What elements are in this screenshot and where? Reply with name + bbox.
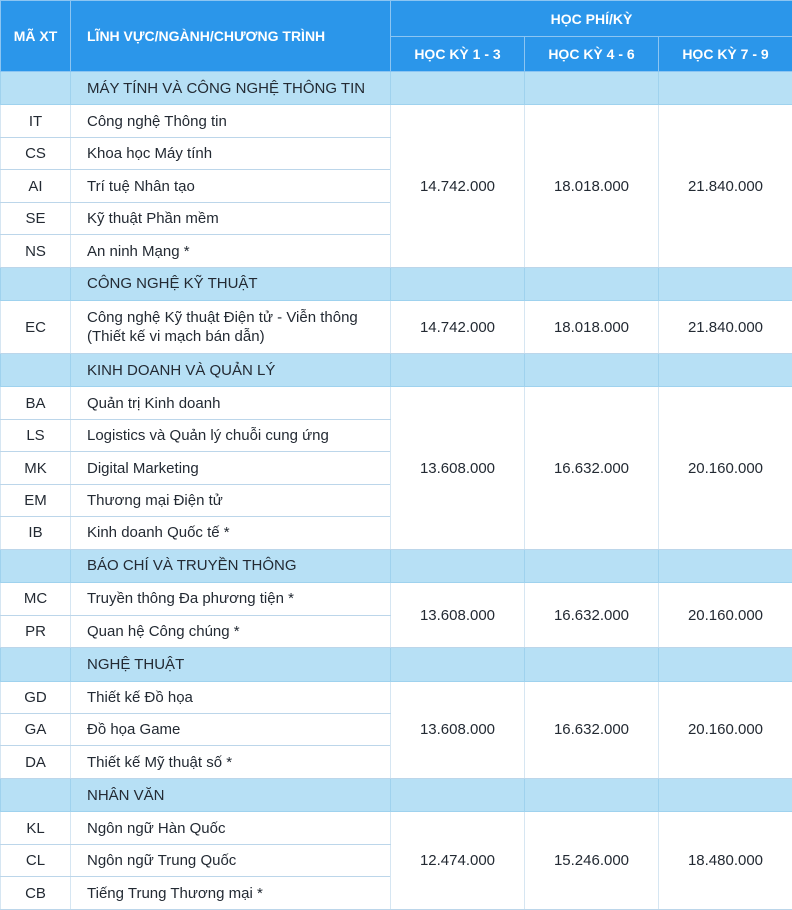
fee-term-1-3: 12.474.000 bbox=[391, 812, 525, 910]
program-name: Thiết kế Mỹ thuật số * bbox=[71, 746, 391, 778]
section-spacer bbox=[525, 72, 659, 105]
header-fee-group: HỌC PHÍ/KỲ bbox=[391, 1, 792, 37]
program-code: KL bbox=[1, 812, 71, 844]
fee-term-7-9: 21.840.000 bbox=[659, 301, 792, 354]
section-spacer bbox=[525, 778, 659, 811]
program-code: AI bbox=[1, 170, 71, 202]
fee-term-4-6: 18.018.000 bbox=[525, 105, 659, 267]
fee-term-4-6: 16.632.000 bbox=[525, 387, 659, 549]
fee-term-1-3: 14.742.000 bbox=[391, 301, 525, 354]
fee-term-7-9: 21.840.000 bbox=[659, 105, 792, 267]
program-name: Truyền thông Đa phương tiện * bbox=[71, 583, 391, 615]
fee-term-7-9: 20.160.000 bbox=[659, 681, 792, 778]
table-row bbox=[1, 583, 792, 615]
program-name: Digital Marketing bbox=[71, 452, 391, 484]
program-name: Quan hệ Công chúng * bbox=[71, 615, 391, 647]
fee-term-7-9: 20.160.000 bbox=[659, 583, 792, 648]
section-row bbox=[1, 267, 792, 300]
program-name: Thiết kế Đồ họa bbox=[71, 681, 391, 713]
program-code: MC bbox=[1, 583, 71, 615]
program-name: Quản trị Kinh doanh bbox=[71, 387, 391, 419]
program-name: Kỹ thuật Phần mềm bbox=[71, 202, 391, 234]
program-name: Thương mại Điện tử bbox=[71, 484, 391, 516]
table-body bbox=[1, 72, 792, 910]
program-code: EM bbox=[1, 484, 71, 516]
program-name: Kinh doanh Quốc tế * bbox=[71, 517, 391, 549]
header-program: LĨNH VỰC/NGÀNH/CHƯƠNG TRÌNH bbox=[71, 1, 391, 72]
header-term-7-9: HỌC KỲ 7 - 9 bbox=[659, 37, 792, 72]
section-spacer bbox=[659, 267, 792, 300]
section-spacer bbox=[525, 648, 659, 681]
program-code: DA bbox=[1, 746, 71, 778]
table-row bbox=[1, 105, 792, 137]
section-spacer bbox=[659, 353, 792, 386]
fee-term-1-3: 13.608.000 bbox=[391, 583, 525, 648]
program-code: GA bbox=[1, 713, 71, 745]
header-code: MÃ XT bbox=[1, 1, 71, 72]
program-code: GD bbox=[1, 681, 71, 713]
fee-term-4-6: 16.632.000 bbox=[525, 681, 659, 778]
program-code: SE bbox=[1, 202, 71, 234]
section-row bbox=[1, 353, 792, 386]
program-name: An ninh Mạng * bbox=[71, 235, 391, 267]
section-spacer bbox=[659, 778, 792, 811]
program-name: Khoa học Máy tính bbox=[71, 137, 391, 169]
fee-term-1-3: 13.608.000 bbox=[391, 387, 525, 549]
section-spacer bbox=[391, 267, 525, 300]
section-row bbox=[1, 648, 792, 681]
section-spacer bbox=[659, 549, 792, 582]
program-name: Tiếng Trung Thương mại * bbox=[71, 877, 391, 910]
program-name: Logistics và Quản lý chuỗi cung ứng bbox=[71, 419, 391, 451]
section-spacer bbox=[659, 72, 792, 105]
program-code: IT bbox=[1, 105, 71, 137]
section-title: NGHỆ THUẬT bbox=[71, 648, 391, 681]
section-title: CÔNG NGHỆ KỸ THUẬT bbox=[71, 267, 391, 300]
section-spacer bbox=[391, 353, 525, 386]
table-row bbox=[1, 681, 792, 713]
program-code: PR bbox=[1, 615, 71, 647]
fee-term-7-9: 20.160.000 bbox=[659, 387, 792, 549]
program-code: EC bbox=[1, 301, 71, 354]
section-spacer bbox=[1, 353, 71, 386]
program-code: CL bbox=[1, 844, 71, 876]
section-spacer bbox=[391, 778, 525, 811]
header-term-4-6: HỌC KỲ 4 - 6 bbox=[525, 37, 659, 72]
fee-term-1-3: 13.608.000 bbox=[391, 681, 525, 778]
table-header bbox=[1, 1, 792, 72]
program-name: Công nghệ Thông tin bbox=[71, 105, 391, 137]
program-code: MK bbox=[1, 452, 71, 484]
section-spacer bbox=[1, 549, 71, 582]
program-code: BA bbox=[1, 387, 71, 419]
program-name: Ngôn ngữ Hàn Quốc bbox=[71, 812, 391, 844]
program-code: CS bbox=[1, 137, 71, 169]
table-row bbox=[1, 387, 792, 419]
program-code: NS bbox=[1, 235, 71, 267]
section-spacer bbox=[1, 72, 71, 105]
section-title: BÁO CHÍ VÀ TRUYỀN THÔNG bbox=[71, 549, 391, 582]
program-code: CB bbox=[1, 877, 71, 910]
section-spacer bbox=[1, 778, 71, 811]
fee-term-1-3: 14.742.000 bbox=[391, 105, 525, 267]
section-spacer bbox=[525, 353, 659, 386]
section-title: KINH DOANH VÀ QUẢN LÝ bbox=[71, 353, 391, 386]
fee-term-4-6: 16.632.000 bbox=[525, 583, 659, 648]
section-row bbox=[1, 549, 792, 582]
section-title: MÁY TÍNH VÀ CÔNG NGHỆ THÔNG TIN bbox=[71, 72, 391, 105]
program-name: Ngôn ngữ Trung Quốc bbox=[71, 844, 391, 876]
program-code: IB bbox=[1, 517, 71, 549]
table-row bbox=[1, 812, 792, 844]
section-spacer bbox=[659, 648, 792, 681]
section-spacer bbox=[391, 648, 525, 681]
section-spacer bbox=[1, 648, 71, 681]
section-spacer bbox=[525, 267, 659, 300]
section-spacer bbox=[525, 549, 659, 582]
fee-term-4-6: 15.246.000 bbox=[525, 812, 659, 910]
header-term-1-3: HỌC KỲ 1 - 3 bbox=[391, 37, 525, 72]
program-name: Đồ họa Game bbox=[71, 713, 391, 745]
program-name: Trí tuệ Nhân tạo bbox=[71, 170, 391, 202]
table-row bbox=[1, 301, 792, 354]
section-row bbox=[1, 72, 792, 105]
program-name: Công nghệ Kỹ thuật Điện tử - Viễn thông (Thiết kế vi mạch bán dẫn) bbox=[71, 301, 391, 354]
section-spacer bbox=[391, 72, 525, 105]
section-spacer bbox=[1, 267, 71, 300]
fee-term-4-6: 18.018.000 bbox=[525, 301, 659, 354]
section-row bbox=[1, 778, 792, 811]
section-title: NHÂN VĂN bbox=[71, 778, 391, 811]
program-code: LS bbox=[1, 419, 71, 451]
fee-term-7-9: 18.480.000 bbox=[659, 812, 792, 910]
section-spacer bbox=[391, 549, 525, 582]
